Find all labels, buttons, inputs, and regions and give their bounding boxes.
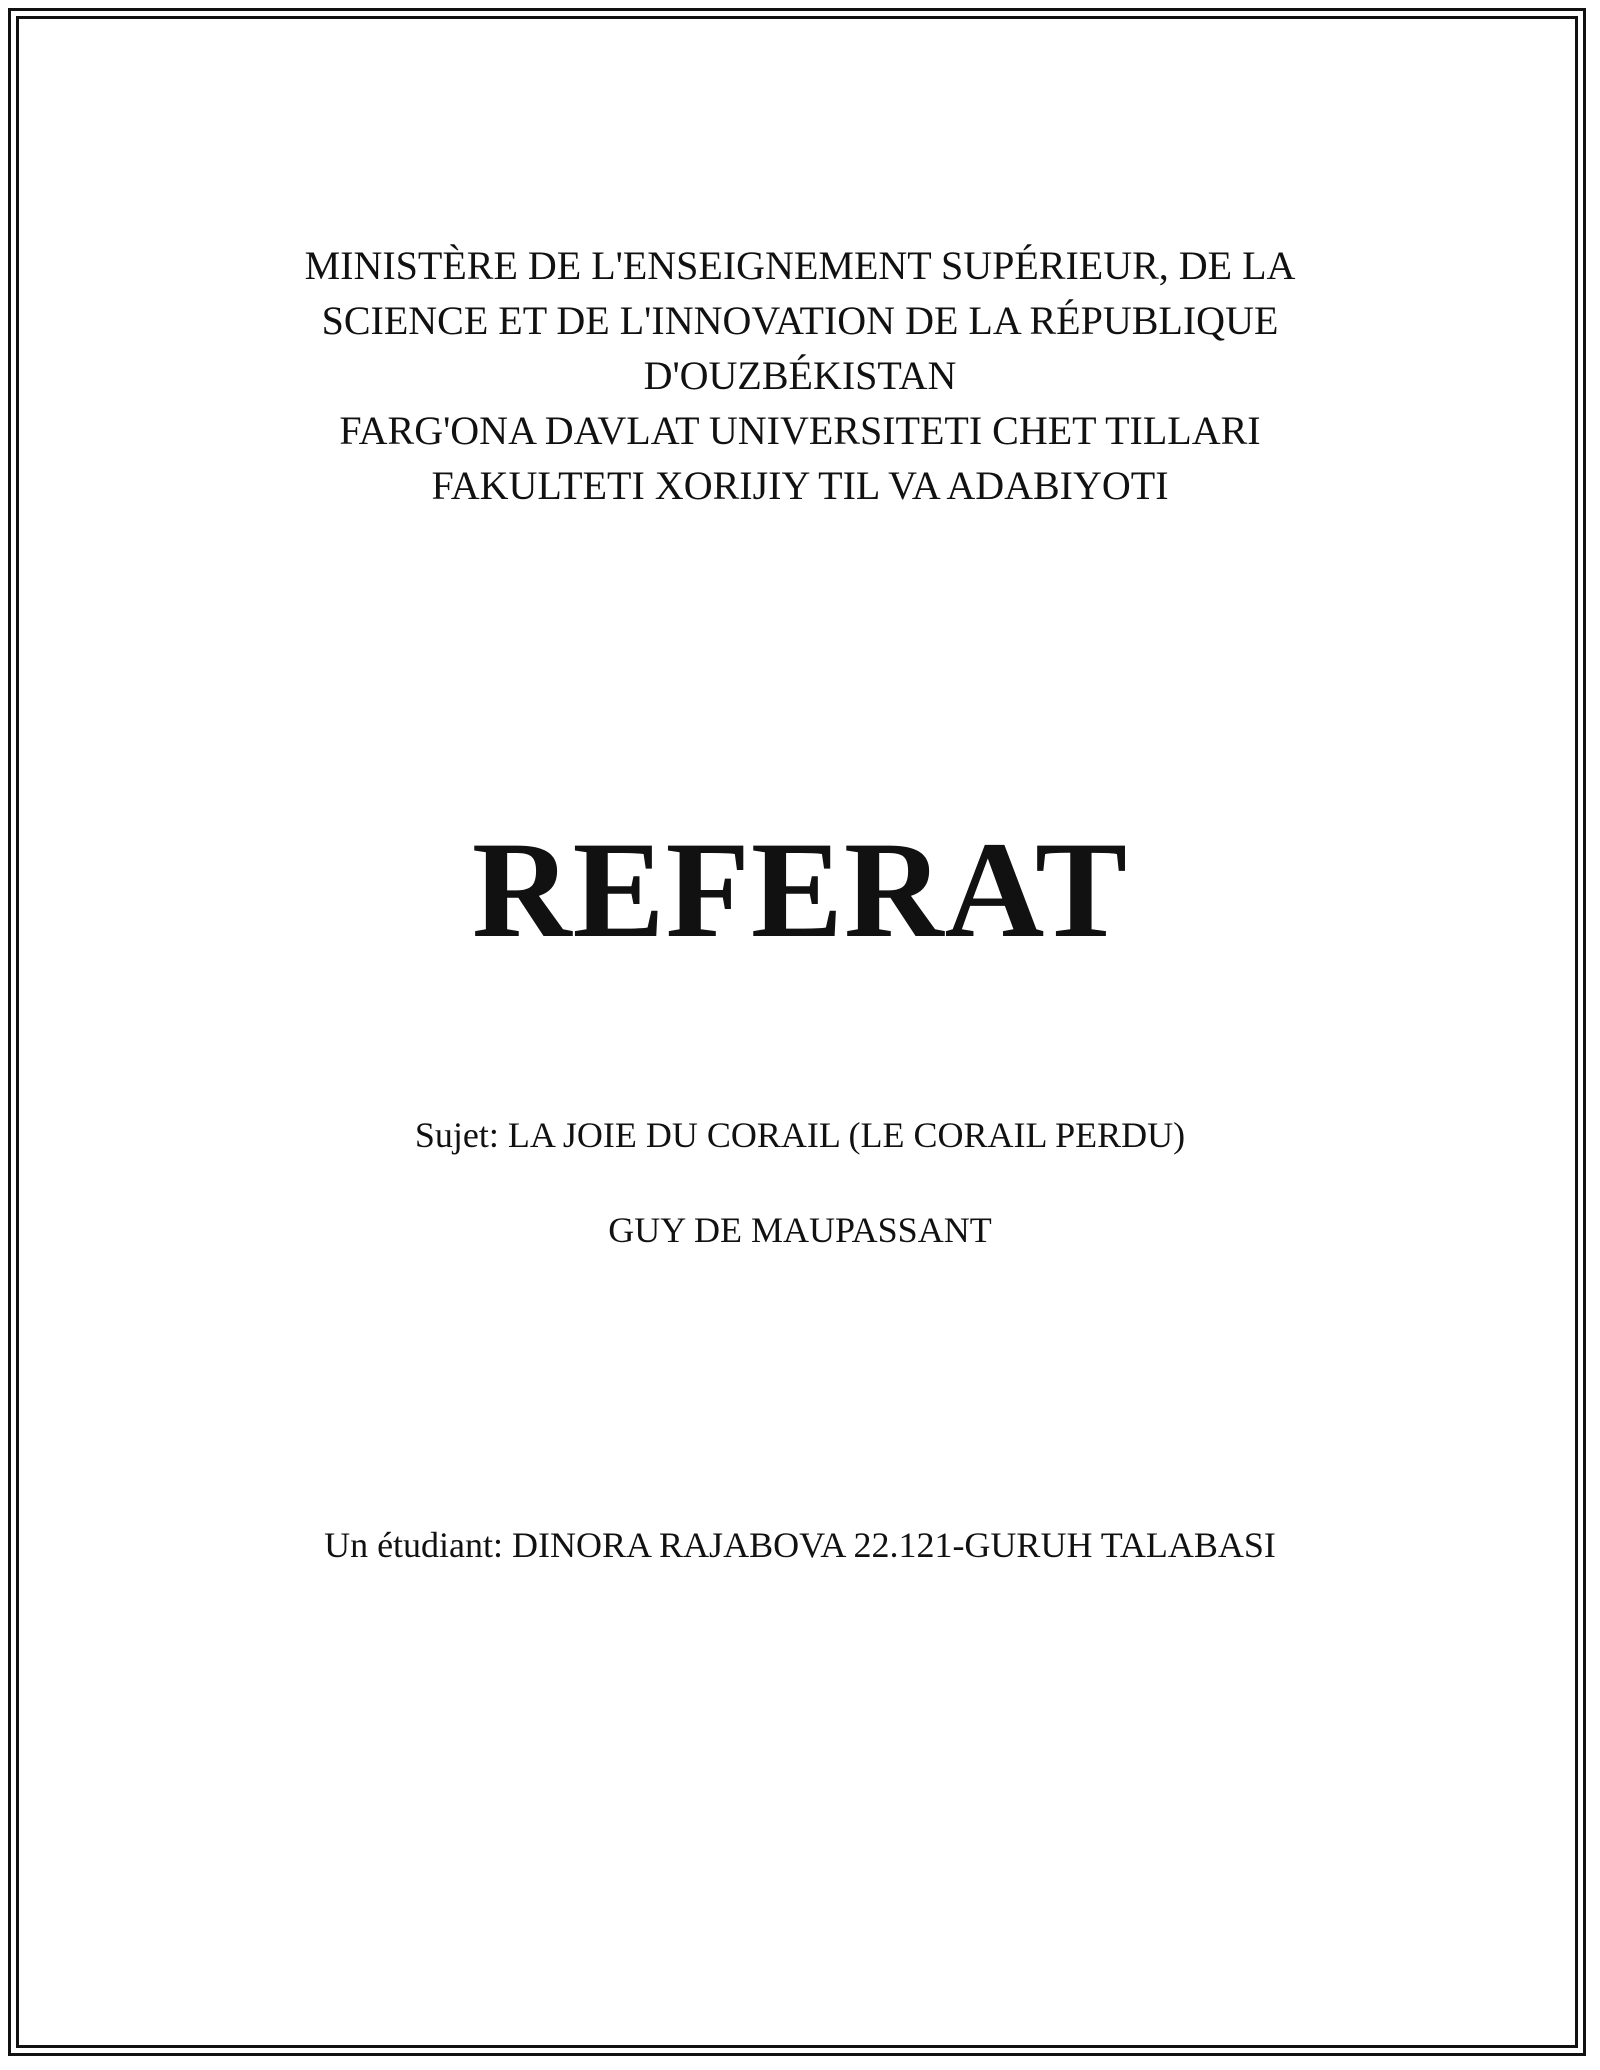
header-line-1: MINISTÈRE DE L'ENSEIGNEMENT SUPÉRIEUR, DE LA [304, 243, 1296, 288]
author-name: GUY DE MAUPASSANT [608, 1210, 992, 1250]
header-line-5: FAKULTETI XORIJIY TIL VA ADABIYOTI [431, 463, 1169, 508]
student-info: Un étudiant: DINORA RAJABOVA 22.121-GURUH TALABASI [324, 1525, 1276, 1565]
institution-header [0, 238, 1600, 513]
subject-line: Sujet: LA JOIE DU CORAIL (LE CORAIL PERDU) [414, 1115, 1186, 1155]
header-line-3: D'OUZBÉKISTAN [643, 353, 957, 398]
document-title: REFERAT [471, 813, 1129, 966]
header-line-2: SCIENCE ET DE L'INNOVATION DE LA RÉPUBLIQUE [321, 298, 1279, 343]
header-line-4: FARG'ONA DAVLAT UNIVERSITETI CHET TILLARI [339, 408, 1261, 453]
